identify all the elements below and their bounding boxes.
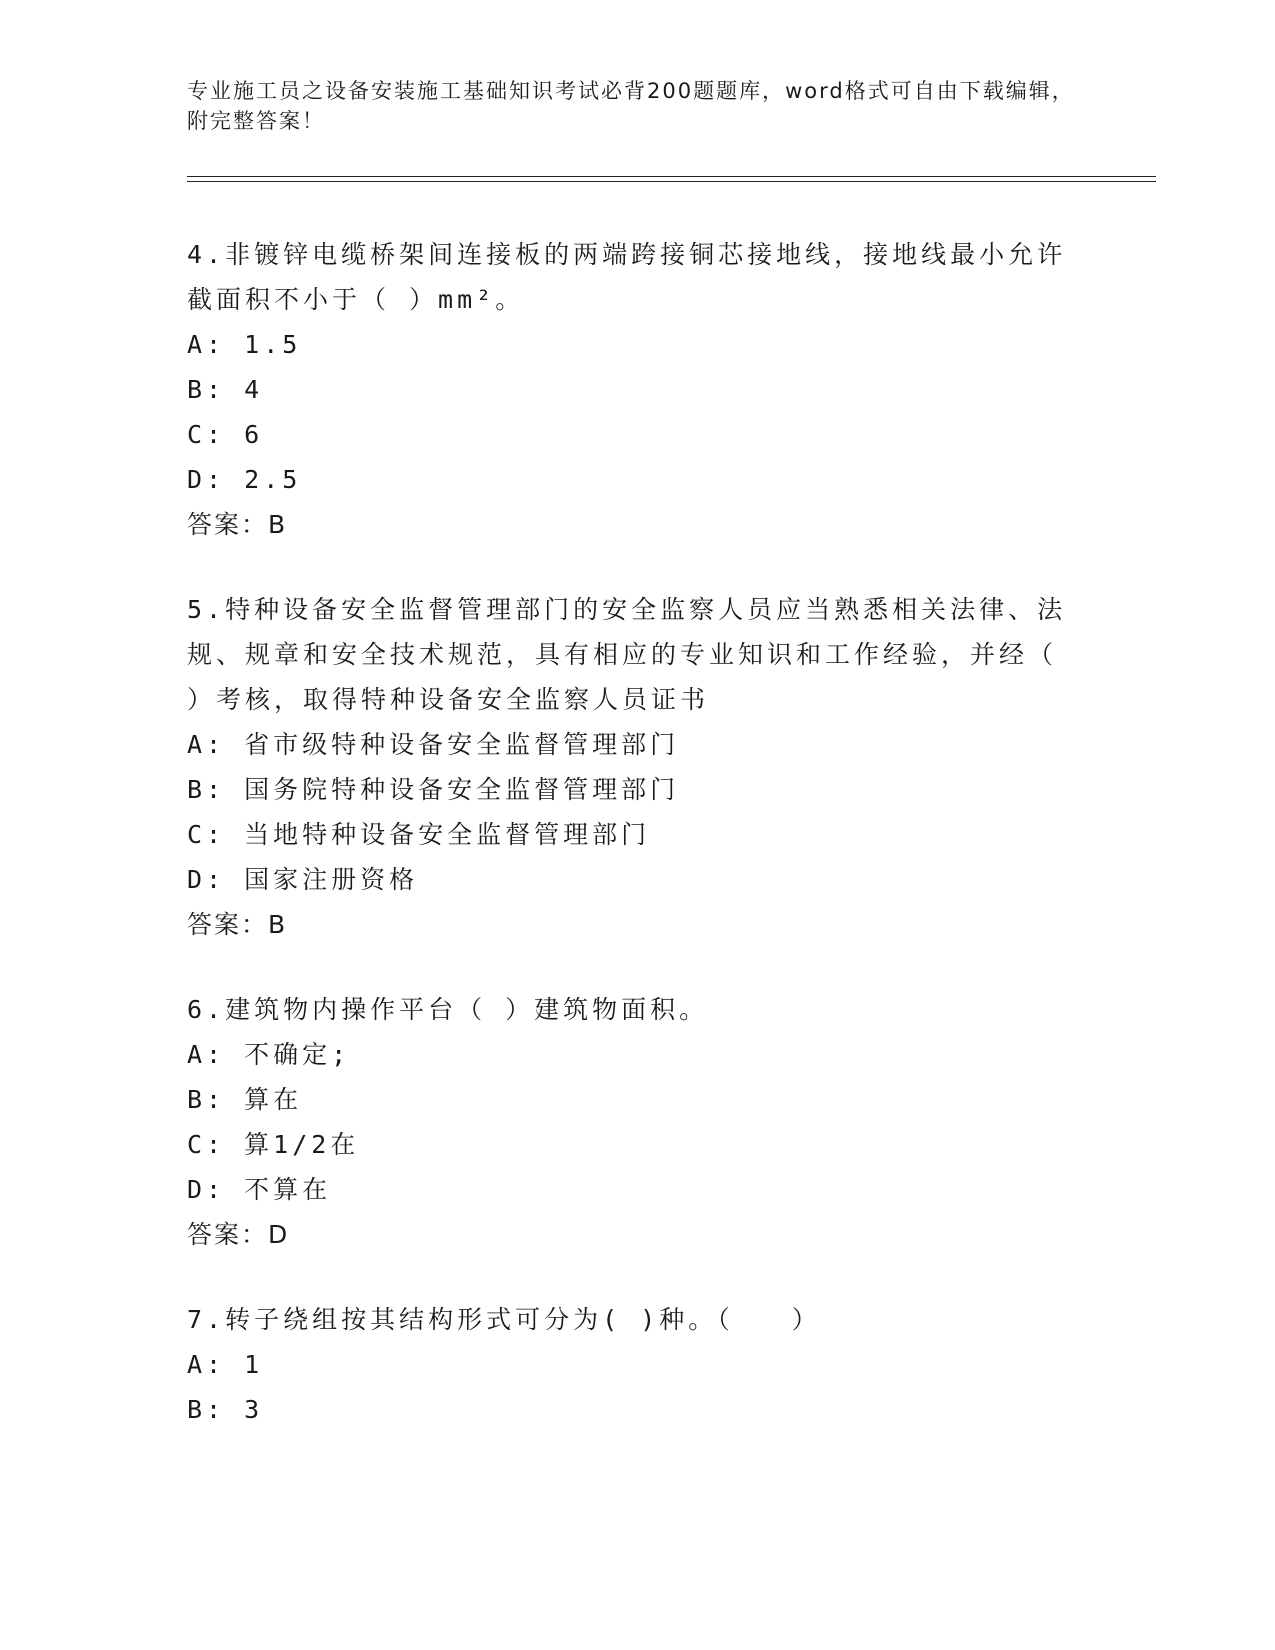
option-d: D: 不算在 [187,1175,332,1204]
question-stem: 4.非镀锌电缆桥架间连接板的两端跨接铜芯接地线，接地线最小允许截面积不小于（ ）mm²。 [187,240,1067,314]
question-5 [187,587,1087,947]
option-a: A: 省市级特种设备安全监督管理部门 [187,730,680,759]
header-divider-top [187,176,1156,177]
question-list [187,232,1087,1472]
answer-label: 答案：B [187,510,288,539]
option-b: B: 算在 [187,1085,303,1114]
document-header: 专业施工员之设备安装施工基础知识考试必背200题题库，word格式可自由下载编辑，附完整答案！ [187,79,1075,133]
header-divider-bottom [187,181,1156,182]
question-stem: 6.建筑物内操作平台（ ）建筑物面积。 [187,995,709,1024]
option-d: D: 2.5 [187,465,302,494]
option-c: C: 当地特种设备安全监督管理部门 [187,820,651,849]
answer-label: 答案：D [187,1220,290,1249]
question-4 [187,232,1087,547]
option-a: A: 1 [187,1350,264,1379]
question-7 [187,1297,1087,1432]
option-b: B: 3 [187,1395,264,1424]
option-c: C: 算1/2在 [187,1130,360,1159]
option-b: B: 4 [187,375,264,404]
question-6 [187,987,1087,1257]
option-d: D: 国家注册资格 [187,865,419,894]
option-a: A: 1.5 [187,330,302,359]
option-b: B: 国务院特种设备安全监督管理部门 [187,775,680,804]
question-stem: 5.特种设备安全监督管理部门的安全监察人员应当熟悉相关法律、法规、规章和安全技术规范，具有相应的专业知识和工作经验，并经（ ）考核，取得特种设备安全监察人员证书 [187,595,1067,714]
option-a: A: 不确定; [187,1040,351,1069]
answer-label: 答案：B [187,910,288,939]
question-stem: 7.转子绕组按其结构形式可分为( )种。（ ） [187,1305,821,1334]
option-c: C: 6 [187,420,264,449]
